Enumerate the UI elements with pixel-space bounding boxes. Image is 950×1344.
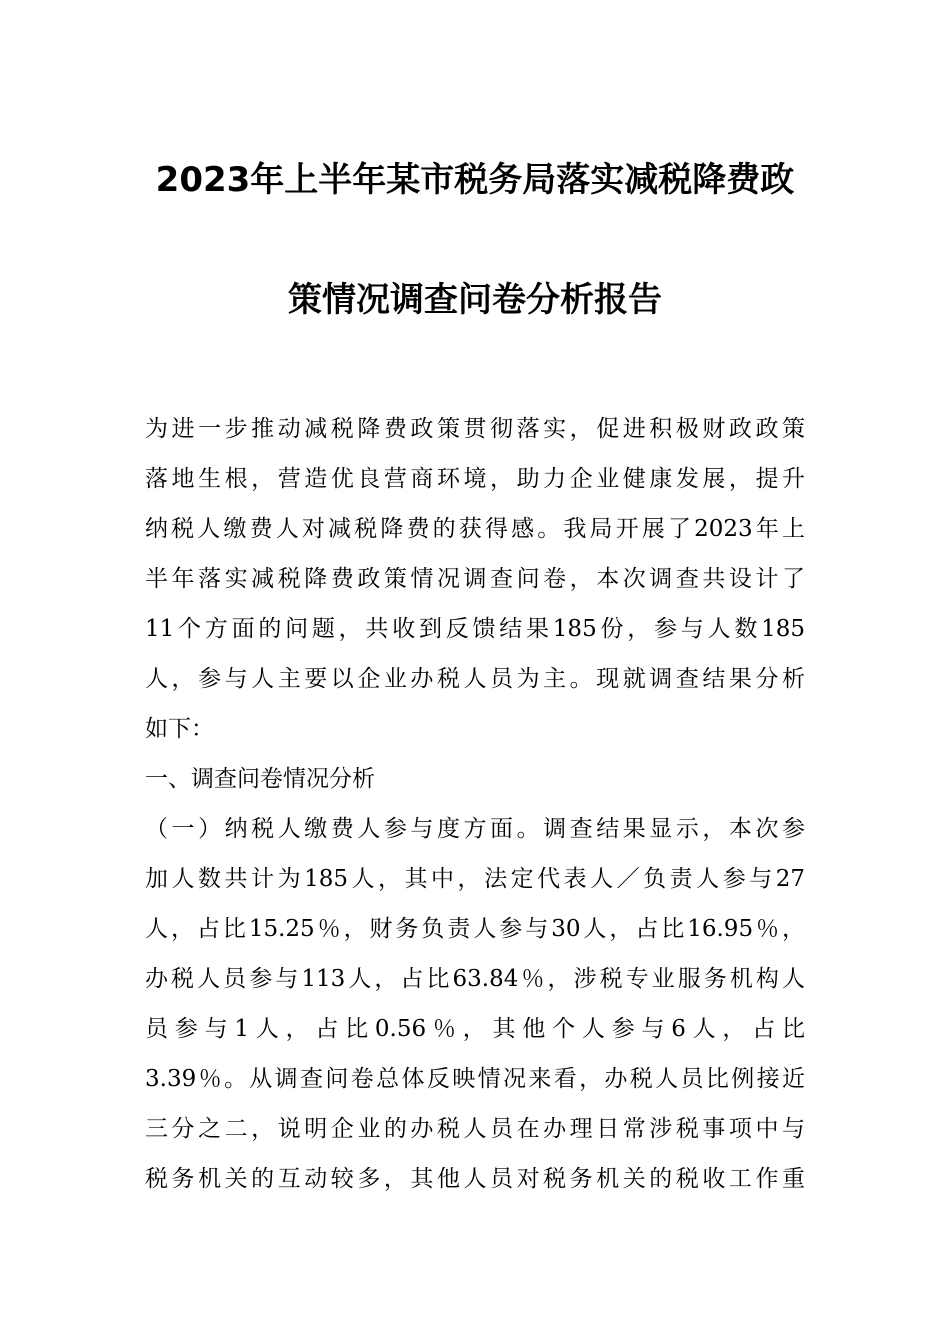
body-text-line: 办税人员参与113人，占比63.84％，涉税专业服务机构人 xyxy=(145,966,805,992)
body-text-line: 如下： xyxy=(145,716,214,742)
body-text-line: 加人数共计为185人，其中，法定代表人／负责人参与27 xyxy=(145,866,805,892)
body-text-line: 半年落实减税降费政策情况调查问卷，本次调查共设计了 xyxy=(145,566,805,592)
body-text-line: 纳税人缴费人对减税降费的获得感。我局开展了2023年上 xyxy=(145,516,805,542)
document-title-line-2: 策情况调查问卷分析报告 xyxy=(288,280,662,320)
body-text-line: （一）纳税人缴费人参与度方面。调查结果显示，本次参 xyxy=(145,816,805,842)
document-title-line-1: 2023年上半年某市税务局落实减税降费政 xyxy=(155,160,795,200)
body-text-line: 为进一步推动减税降费政策贯彻落实，促进积极财政政策 xyxy=(145,416,805,442)
section-heading: 一、调查问卷情况分析 xyxy=(145,766,375,792)
body-text-line: 11个方面的问题，共收到反馈结果185份，参与人数185 xyxy=(145,616,805,642)
body-text-line: 人，参与人主要以企业办税人员为主。现就调查结果分析 xyxy=(145,666,805,692)
body-text-line: 员参与1人，占比0.56％，其他个人参与6人，占比 xyxy=(145,1016,805,1042)
body-text-line: 人，占比15.25％，财务负责人参与30人，占比16.95％， xyxy=(145,916,805,942)
body-text-line: 3.39％。从调查问卷总体反映情况来看，办税人员比例接近 xyxy=(145,1066,805,1092)
body-text-line: 落地生根，营造优良营商环境，助力企业健康发展，提升 xyxy=(145,466,805,492)
body-text-line: 三分之二，说明企业的办税人员在办理日常涉税事项中与 xyxy=(145,1116,805,1142)
body-text-line: 税务机关的互动较多，其他人员对税务机关的税收工作重 xyxy=(145,1166,805,1192)
